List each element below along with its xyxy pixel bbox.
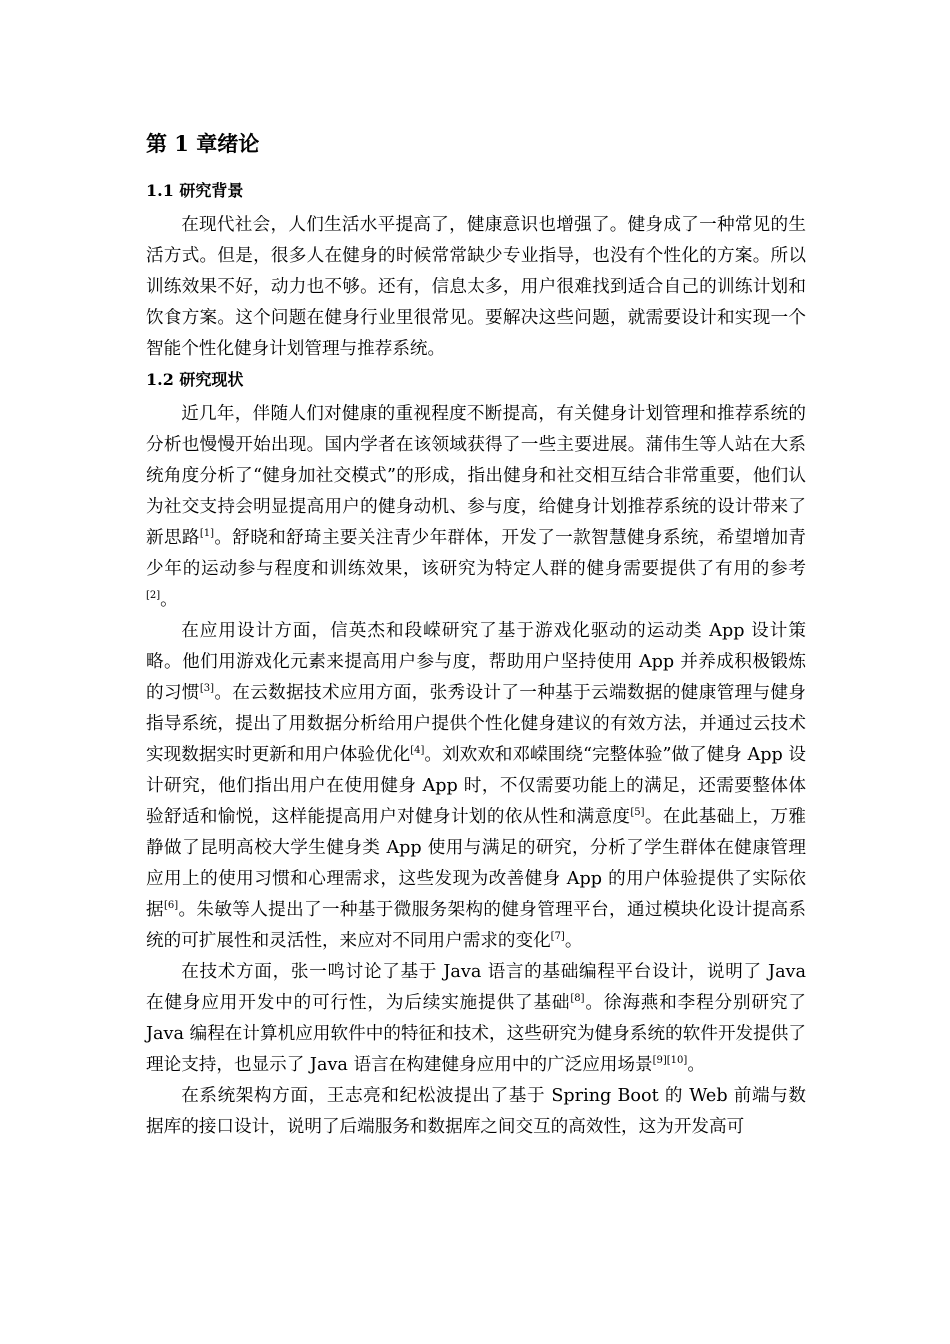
citation-ref: [3] xyxy=(199,683,214,695)
citation-ref: [4] xyxy=(410,745,425,757)
citation-ref: [7] xyxy=(550,931,565,943)
text-run: 在技术方面，张一鸣讨论了基于 Java 语言的基础编程平台设计，说明了 Java 在健身应用开发中的可行性，为后续实施提供了基础 xyxy=(146,962,806,1013)
citation-ref: [8] xyxy=(570,993,585,1005)
body-paragraph xyxy=(146,1081,806,1143)
text-run: 在系统架构方面，王志亮和纪松波提出了基于 Spring Boot 的 Web 前端与数据库的接口设计，说明了后端服务和数据库之间交互的高效性，这为开发高可 xyxy=(146,1086,806,1137)
section-heading: 1.1 研究背景 xyxy=(146,181,244,200)
citation-ref: [6] xyxy=(163,900,179,912)
text-run: 。舒晓和舒琦主要关注青少年群体，开发了一款智慧健身系统，希望增加青少年的运动参与程度和训练效果，该研究为特定人群的健身需要提供了有用的参考 xyxy=(146,528,806,579)
citation-ref: [9][10] xyxy=(652,1055,688,1067)
text-run: 。 xyxy=(160,590,178,610)
citation-ref: [5] xyxy=(630,807,645,819)
body-paragraph xyxy=(146,616,806,957)
section-research-background xyxy=(146,178,806,365)
body-paragraph xyxy=(146,957,806,1081)
body-paragraph xyxy=(146,210,806,365)
chapter-title: 第 1 章绪论 xyxy=(146,131,260,156)
text-run: 近几年，伴随人们对健康的重视程度不断提高，有关健身计划管理和推荐系统的分析也慢慢开始出现。国内学者在该领域获得了一些主要进展。蒲伟生等人站在大系统角度分析了“健身加社交模式”的形成，指出健身和社交相互结合非常重要，他们认为社交支持会明显提高用户的健身动机、参与度，给健身计划推荐系统的设计带来了新思路 xyxy=(146,404,806,548)
text-run: 。刘欢欢和邓嵘围绕“完整体验”做了健身 App 设计研究，他们指出用户在使用健身 App 时，不仅需要功能上的满足，还需要整体体验舒适和愉悦，这样能提高用户对健身计划的依从性和满意度 xyxy=(146,745,806,827)
citation-ref: [1] xyxy=(199,528,214,540)
body-paragraph xyxy=(146,399,806,616)
section-research-status xyxy=(146,367,806,1143)
text-run: 在应用设计方面，信英杰和段嵘研究了基于游戏化驱动的运动类 App 设计策略。他们用游戏化元素来提高用户参与度，帮助用户坚持使用 App 并养成积极锻炼的习惯 xyxy=(146,621,806,703)
text-run: 。在此基础上，万雅静做了昆明高校大学生健身类 App 使用与满足的研究，分析了学生群体在健康管理应用上的使用习惯和心理需求，这些发现为改善健身 App 的用户体验提供了实际依据 xyxy=(146,807,806,920)
text-run: 。 xyxy=(564,931,583,951)
text-run: 。在云数据技术应用方面，张秀设计了一种基于云端数据的健康管理与健身指导系统，提出了用数据分析给用户提供个性化健身建议的有效方法，并通过云技术实现数据实时更新和用户体验优化 xyxy=(146,683,806,765)
citation-ref: [2] xyxy=(146,590,161,602)
section-heading: 1.2 研究现状 xyxy=(146,370,244,389)
paper-page xyxy=(146,128,806,1143)
text-run: 。朱敏等人提出了一种基于微服务架构的健身管理平台，通过模块化设计提高系统的可扩展性和灵活性，来应对不同用户需求的变化 xyxy=(146,900,806,951)
text-run: 在现代社会，人们生活水平提高了，健康意识也增强了。健身成了一种常见的生活方式。但是，很多人在健身的时候常常缺少专业指导，也没有个性化的方案。所以训练效果不好，动力也不够。还有，信息太多，用户很难找到适合自己的训练计划和饮食方案。这个问题在健身行业里很常见。要解决这些问题，就需要设计和实现一个智能个性化健身计划管理与推荐系统。 xyxy=(146,215,806,359)
text-run: 。徐海燕和李程分别研究了 Java 编程在计算机应用软件中的特征和技术，这些研究为健身系统的软件开发提供了理论支持，也显示了 Java 语言在构建健身应用中的广泛应用场景 xyxy=(146,993,806,1075)
text-run: 。 xyxy=(687,1055,705,1075)
section-body xyxy=(146,399,806,1143)
section-body xyxy=(146,210,806,365)
